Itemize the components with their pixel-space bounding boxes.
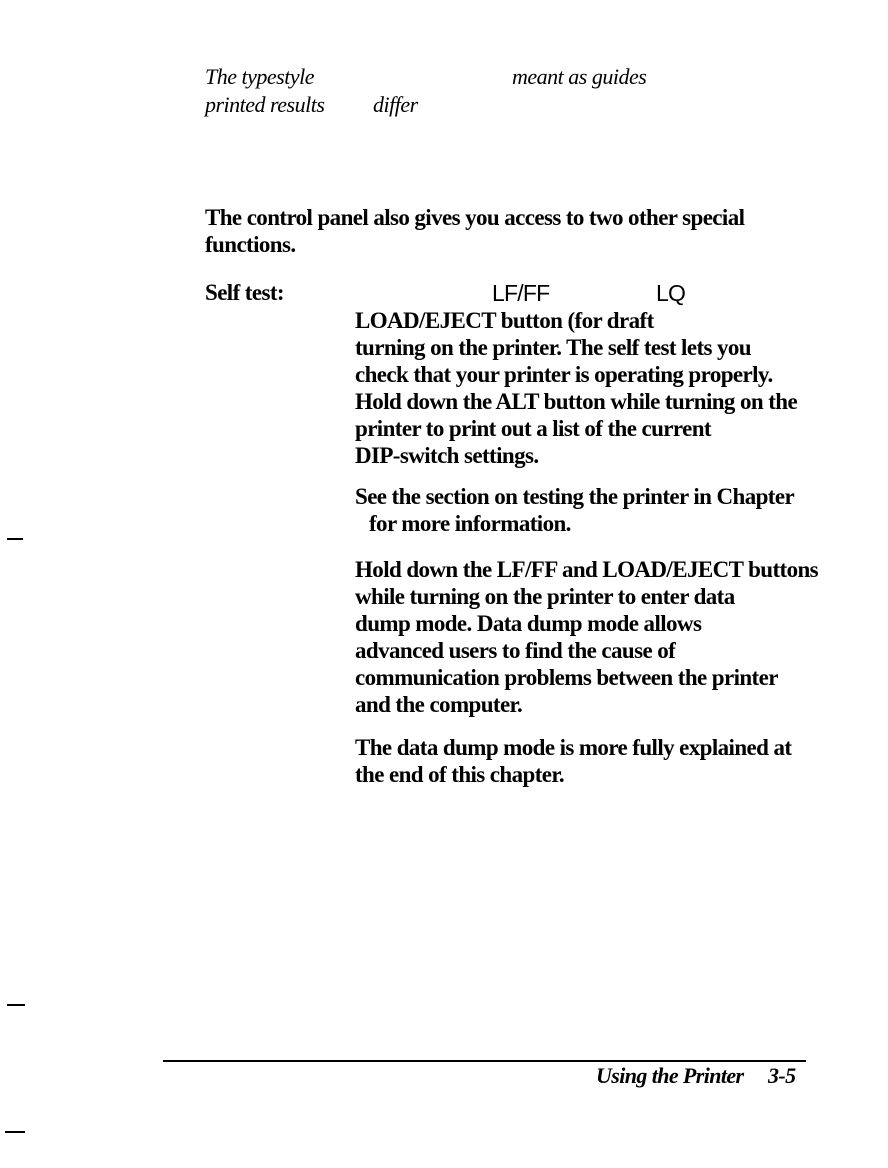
see-also-line: for more information. xyxy=(369,511,571,536)
intro-paragraph xyxy=(205,204,744,258)
data-dump-line: communication problems between the printer xyxy=(355,665,778,690)
intro-line: functions. xyxy=(205,232,296,257)
margin-mark xyxy=(7,1004,25,1006)
data-dump-explained-line: The data dump mode is more fully explained at xyxy=(355,735,792,760)
note-fragment-guides: meant as guides xyxy=(512,64,647,89)
data-dump-line: advanced users to find the cause of xyxy=(355,638,676,663)
note-fragment-differ: differ xyxy=(373,92,418,117)
footer-rule xyxy=(163,1060,806,1062)
see-also-paragraph xyxy=(355,483,794,537)
data-dump-explained-paragraph xyxy=(355,734,791,788)
button-name-lq: LQ xyxy=(656,280,686,306)
self-test-line: turning on the printer. The self test lets you xyxy=(355,335,751,360)
data-dump-line: while turning on the printer to enter data xyxy=(355,584,735,609)
self-test-line: printer to print out a list of the current xyxy=(355,416,711,441)
data-dump-explained-line: the end of this chapter. xyxy=(355,762,565,787)
self-test-line: check that your printer is operating properly. xyxy=(355,362,773,387)
see-also-line: See the section on testing the printer in Chapter xyxy=(355,484,795,509)
data-dump-line: and the computer. xyxy=(355,692,523,717)
margin-mark xyxy=(5,1131,25,1133)
data-dump-line: Hold down the LF/FF and LOAD/EJECT buttons xyxy=(355,557,819,582)
data-dump-line: dump mode. Data dump mode allows xyxy=(355,611,702,636)
self-test-line: DIP-switch settings. xyxy=(355,443,539,468)
data-dump-paragraph xyxy=(355,556,818,718)
self-test-label: Self test: xyxy=(205,280,284,305)
button-name-lf-ff: LF/FF xyxy=(492,280,550,306)
note-fragment-printed-results: printed results xyxy=(205,92,325,117)
page-number: 3-5 xyxy=(768,1063,796,1088)
self-test-line: Hold down the ALT button while turning on the xyxy=(355,389,798,414)
intro-line: The control panel also gives you access to two other special xyxy=(205,205,745,230)
footer-title: Using the Printer xyxy=(596,1063,744,1088)
note-fragment-typestyle: The typestyle xyxy=(205,64,314,89)
margin-mark xyxy=(7,538,23,540)
self-test-paragraph xyxy=(355,307,797,469)
self-test-line: LOAD/EJECT button (for draft xyxy=(355,308,654,333)
